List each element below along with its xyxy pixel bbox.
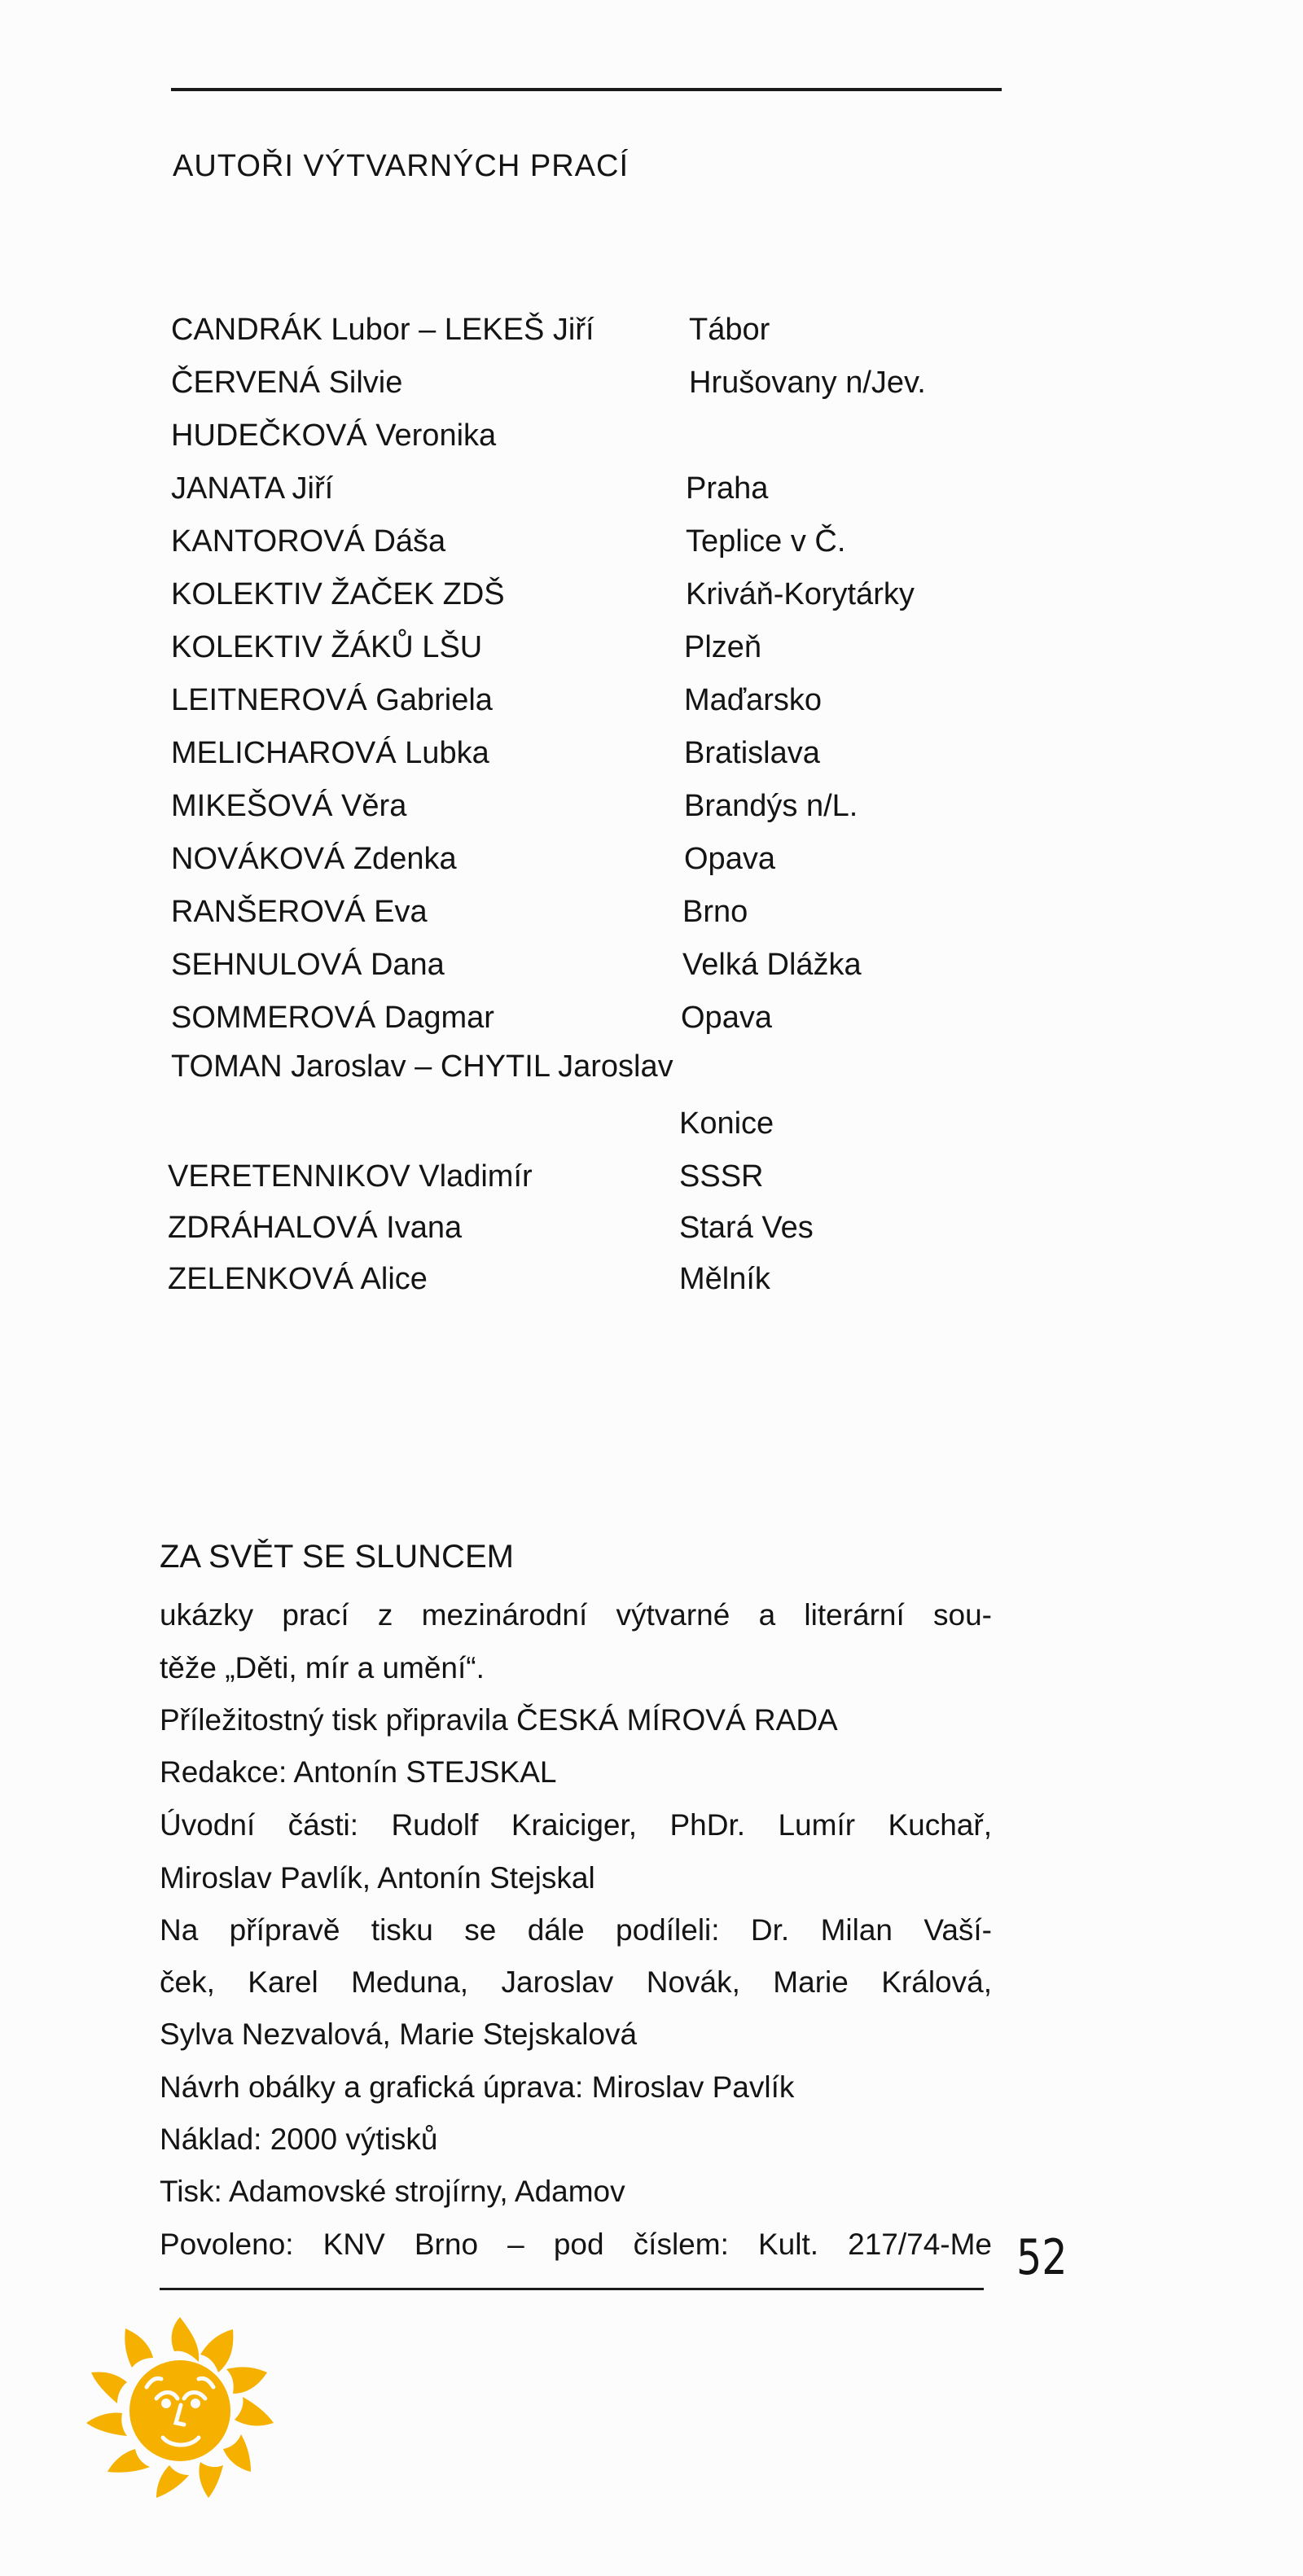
author-place: Tábor (689, 313, 770, 347)
author-place: Plzeň (684, 630, 762, 664)
author-place: Opava (681, 1001, 772, 1035)
colophon-line: Návrh obálky a grafická úprava: Miroslav Pavlík (160, 2070, 795, 2104)
author-name: SEHNULOVÁ Dana (171, 948, 445, 982)
author-name: MIKEŠOVÁ Věra (171, 789, 407, 823)
colophon-line: Povoleno: KNV Brno – pod číslem: Kult. 217/74-Me (160, 2228, 992, 2261)
page-heading: AUTOŘI VÝTVARNÝCH PRACÍ (173, 149, 630, 183)
author-name: TOMAN Jaroslav – CHYTIL Jaroslav (171, 1049, 673, 1084)
colophon-line: Na přípravě tisku se dále podíleli: Dr. Milan Vaší- (160, 1913, 992, 1947)
author-name: KANTOROVÁ Dáša (171, 524, 446, 559)
author-place: Praha (686, 471, 769, 506)
author-name: ZDRÁHALOVÁ Ivana (168, 1211, 463, 1245)
bottom-rule (160, 2288, 984, 2290)
author-place: Brno (682, 895, 748, 929)
author-name: KOLEKTIV ŽAČEK ZDŠ (171, 577, 505, 611)
colophon-line: Sylva Nezvalová, Marie Stejskalová (160, 2017, 638, 2051)
colophon-line: ukázky prací z mezinárodní výtvarné a literární sou- (160, 1598, 992, 1632)
colophon-line: Redakce: Antonín STEJSKAL (160, 1755, 557, 1789)
author-name: JANATA Jiří (171, 471, 334, 506)
author-name: NOVÁKOVÁ Zdenka (171, 842, 457, 876)
colophon-line: těže „Děti, mír a umění“. (160, 1651, 485, 1684)
author-name: ČERVENÁ Silvie (171, 366, 403, 400)
author-place: Opava (684, 842, 775, 876)
author-place: Teplice v Č. (686, 524, 846, 559)
author-place: Mělník (679, 1262, 770, 1296)
colophon-title: ZA SVĚT SE SLUNCEM (160, 1539, 514, 1575)
colophon-line: Úvodní části: Rudolf Kraiciger, PhDr. Lumír Kuchař, (160, 1808, 992, 1842)
author-place: Kriváň-Korytárky (686, 577, 915, 611)
author-place: Konice (679, 1106, 774, 1141)
colophon-line: Miroslav Pavlík, Antonín Stejskal (160, 1861, 595, 1895)
author-place: Velká Dlážka (682, 948, 862, 982)
author-name: RANŠEROVÁ Eva (171, 895, 428, 929)
page-number: 52 (1016, 2229, 1068, 2286)
author-name: HUDEČKOVÁ Veronika (171, 418, 497, 453)
author-name: VERETENNIKOV Vladimír (168, 1159, 533, 1194)
author-name: ZELENKOVÁ Alice (168, 1262, 428, 1296)
author-name: CANDRÁK Lubor – LEKEŠ Jiří (171, 313, 594, 347)
author-place: Hrušovany n/Jev. (689, 366, 926, 400)
author-name: MELICHAROVÁ Lubka (171, 736, 489, 770)
author-place: Brandýs n/L. (684, 789, 858, 823)
colophon-line: ček, Karel Meduna, Jaroslav Novák, Marie Králová, (160, 1965, 992, 1999)
author-name: KOLEKTIV ŽÁKŮ LŠU (171, 630, 483, 664)
colophon-line: Příležitostný tisk připravila ČESKÁ MÍROVÁ RADA (160, 1703, 838, 1737)
colophon-line: Náklad: 2000 výtisků (160, 2123, 438, 2156)
author-name: SOMMEROVÁ Dagmar (171, 1001, 494, 1035)
sun-face-logo-icon (78, 2309, 282, 2504)
author-name: LEITNEROVÁ Gabriela (171, 683, 493, 717)
author-place: Bratislava (684, 736, 820, 770)
author-place: Stará Ves (679, 1211, 814, 1245)
author-place: SSSR (679, 1159, 764, 1194)
colophon-line: Tisk: Adamovské strojírny, Adamov (160, 2175, 625, 2208)
author-place: Maďarsko (684, 683, 823, 717)
